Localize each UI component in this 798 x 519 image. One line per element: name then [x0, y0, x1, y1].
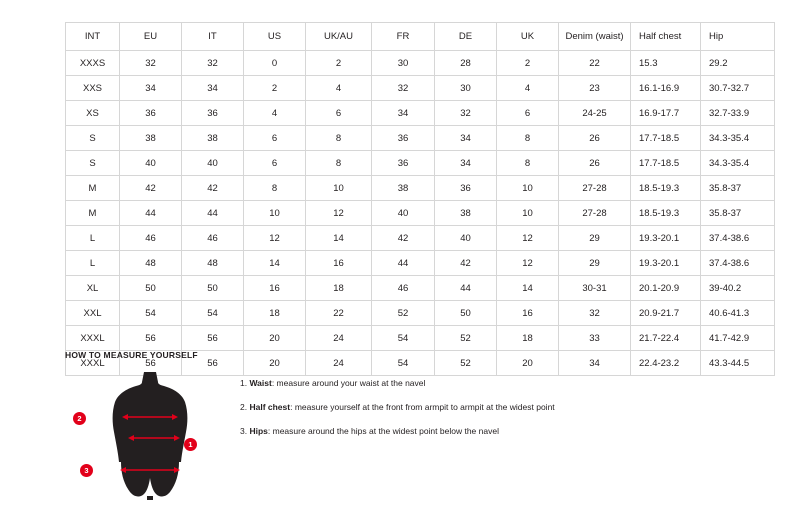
table-cell: 8	[306, 151, 372, 176]
column-header-denim-waist: Denim (waist)	[559, 23, 631, 51]
table-cell: 19.3-20.1	[631, 226, 701, 251]
table-cell: 48	[182, 251, 244, 276]
table-cell: 26	[559, 126, 631, 151]
table-cell: 34	[435, 126, 497, 151]
table-cell: 12	[497, 226, 559, 251]
table-cell: 40	[435, 226, 497, 251]
table-cell: S	[66, 126, 120, 151]
measure-step-1-text: : measure around your waist at the navel	[271, 378, 426, 388]
table-cell: 27-28	[559, 176, 631, 201]
table-header-row	[66, 23, 775, 51]
table-cell: 56	[182, 326, 244, 351]
table-cell: 46	[120, 226, 182, 251]
how-to-measure-section	[65, 350, 745, 500]
table-cell: 16.9-17.7	[631, 101, 701, 126]
table-cell: 44	[182, 201, 244, 226]
table-cell: 36	[372, 126, 435, 151]
table-cell: 12	[244, 226, 306, 251]
table-cell: 20	[244, 326, 306, 351]
table-cell: 34	[182, 76, 244, 101]
table-cell: 4	[244, 101, 306, 126]
table-cell: 8	[497, 151, 559, 176]
table-cell: 10	[244, 201, 306, 226]
measure-step-1-number: 1.	[240, 378, 248, 388]
table-cell: XXXL	[66, 351, 120, 376]
table-cell: 40	[372, 201, 435, 226]
column-header-uk: UK	[497, 23, 559, 51]
table-cell: 32	[559, 301, 631, 326]
table-cell: 40	[182, 151, 244, 176]
table-cell: 8	[306, 126, 372, 151]
table-header	[66, 23, 775, 51]
table-cell: 42	[435, 251, 497, 276]
table-cell: 37.4-38.6	[701, 251, 775, 276]
measure-step-2-number: 2.	[240, 402, 248, 413]
table-cell: 56	[182, 351, 244, 376]
table-cell: 50	[435, 301, 497, 326]
table-cell: 18.5-19.3	[631, 176, 701, 201]
table-cell: 10	[497, 176, 559, 201]
measurement-figure	[77, 370, 220, 500]
table-cell: 16	[306, 251, 372, 276]
table-cell: 19.3-20.1	[631, 251, 701, 276]
table-cell: 40	[120, 151, 182, 176]
measure-step-half-chest	[240, 402, 555, 412]
measure-steps-list	[240, 378, 555, 451]
table-cell: 6	[244, 126, 306, 151]
table-cell: 30-31	[559, 276, 631, 301]
table-cell: 43.3-44.5	[701, 351, 775, 376]
table-cell: 32.7-33.9	[701, 101, 775, 126]
table-cell: 24	[306, 351, 372, 376]
table-cell: 16.1-16.9	[631, 76, 701, 101]
table-cell: 12	[497, 251, 559, 276]
table-cell: 24	[306, 326, 372, 351]
table-row	[66, 76, 775, 101]
table-cell: 32	[182, 51, 244, 76]
table-cell: 35.8-37	[701, 201, 775, 226]
column-header-it: IT	[182, 23, 244, 51]
table-cell: M	[66, 201, 120, 226]
column-header-de: DE	[435, 23, 497, 51]
table-row	[66, 276, 775, 301]
table-cell: 15.3	[631, 51, 701, 76]
table-cell: 20	[244, 351, 306, 376]
table-cell: 22.4-23.2	[631, 351, 701, 376]
table-cell: 30	[372, 51, 435, 76]
table-cell: 23	[559, 76, 631, 101]
table-cell: 42	[372, 226, 435, 251]
table-cell: 6	[497, 101, 559, 126]
table-cell: 30.7-32.7	[701, 76, 775, 101]
table-row	[66, 251, 775, 276]
table-cell: 42	[120, 176, 182, 201]
table-cell: 38	[372, 176, 435, 201]
table-cell: M	[66, 176, 120, 201]
table-cell: 10	[497, 201, 559, 226]
how-to-measure-title: HOW TO MEASURE YOURSELF	[65, 350, 198, 360]
table-cell: 2	[497, 51, 559, 76]
table-row	[66, 151, 775, 176]
table-cell: 52	[435, 326, 497, 351]
measure-step-2-text: : measure yourself at the front from armpit to armpit at the widest point	[290, 402, 555, 413]
table-cell: 32	[435, 101, 497, 126]
table-cell: 37.4-38.6	[701, 226, 775, 251]
table-cell: 18	[244, 301, 306, 326]
table-cell: 38	[435, 201, 497, 226]
table-cell: 14	[244, 251, 306, 276]
table-cell: 4	[497, 76, 559, 101]
table-cell: L	[66, 226, 120, 251]
table-cell: L	[66, 251, 120, 276]
column-header-hip: Hip	[701, 23, 775, 51]
table-cell: 20.9-21.7	[631, 301, 701, 326]
measure-step-3-text: : measure around the hips at the widest point below the navel	[267, 426, 499, 437]
how-to-measure-body	[65, 370, 745, 500]
table-cell: 39-40.2	[701, 276, 775, 301]
table-row	[66, 301, 775, 326]
table-cell: 34.3-35.4	[701, 126, 775, 151]
column-header-eu: EU	[120, 23, 182, 51]
size-chart-table	[65, 22, 775, 376]
table-cell: 26	[559, 151, 631, 176]
table-cell: 36	[435, 176, 497, 201]
figure-bullet-1: 1	[184, 438, 197, 451]
table-cell: 29.2	[701, 51, 775, 76]
table-row	[66, 176, 775, 201]
table-cell: 44	[120, 201, 182, 226]
table-cell: 2	[306, 51, 372, 76]
table-cell: 54	[372, 351, 435, 376]
measure-step-waist	[240, 378, 555, 388]
table-cell: 16	[244, 276, 306, 301]
size-chart-table-wrapper	[65, 22, 750, 376]
table-cell: 28	[435, 51, 497, 76]
table-cell: 52	[435, 351, 497, 376]
table-cell: 42	[182, 176, 244, 201]
table-cell: 18.5-19.3	[631, 201, 701, 226]
table-cell: XS	[66, 101, 120, 126]
column-header-half-chest: Half chest	[631, 23, 701, 51]
table-cell: XL	[66, 276, 120, 301]
column-header-fr: FR	[372, 23, 435, 51]
table-cell: 38	[182, 126, 244, 151]
table-cell: 22	[306, 301, 372, 326]
measure-step-1-term: Waist	[249, 378, 272, 388]
table-cell: 2	[244, 76, 306, 101]
table-cell: 46	[182, 226, 244, 251]
table-cell: 40.6-41.3	[701, 301, 775, 326]
measure-step-hips	[240, 426, 555, 436]
table-cell: 27-28	[559, 201, 631, 226]
table-cell: 16	[497, 301, 559, 326]
figure-bullet-2: 2	[73, 412, 86, 425]
table-cell: 32	[372, 76, 435, 101]
table-cell: 17.7-18.5	[631, 151, 701, 176]
table-cell: XXL	[66, 301, 120, 326]
table-cell: 56	[120, 351, 182, 376]
table-cell: 34	[435, 151, 497, 176]
table-cell: S	[66, 151, 120, 176]
table-cell: 56	[120, 326, 182, 351]
table-cell: 44	[372, 251, 435, 276]
table-cell: 12	[306, 201, 372, 226]
table-row	[66, 226, 775, 251]
measure-step-3-term: Hips	[249, 426, 268, 437]
table-row	[66, 101, 775, 126]
table-cell: 36	[120, 101, 182, 126]
table-cell: 34	[559, 351, 631, 376]
table-cell: 35.8-37	[701, 176, 775, 201]
table-cell: 32	[120, 51, 182, 76]
table-cell: 46	[372, 276, 435, 301]
table-cell: 48	[120, 251, 182, 276]
table-cell: XXS	[66, 76, 120, 101]
table-row	[66, 326, 775, 351]
column-header-uk-au: UK/AU	[306, 23, 372, 51]
table-cell: 0	[244, 51, 306, 76]
table-cell: 30	[435, 76, 497, 101]
table-cell: 34	[120, 76, 182, 101]
table-cell: 34	[372, 101, 435, 126]
table-cell: 50	[120, 276, 182, 301]
table-cell: 52	[372, 301, 435, 326]
table-cell: 24-25	[559, 101, 631, 126]
table-cell: 14	[497, 276, 559, 301]
table-cell: 54	[372, 326, 435, 351]
table-cell: 8	[244, 176, 306, 201]
table-cell: 54	[120, 301, 182, 326]
table-cell: 36	[182, 101, 244, 126]
table-cell: 21.7-22.4	[631, 326, 701, 351]
table-cell: 33	[559, 326, 631, 351]
table-cell: 54	[182, 301, 244, 326]
measure-step-3-number: 3.	[240, 426, 248, 437]
column-header-int: INT	[66, 23, 120, 51]
table-cell: 29	[559, 226, 631, 251]
table-cell: 6	[244, 151, 306, 176]
table-cell: 10	[306, 176, 372, 201]
table-cell: 50	[182, 276, 244, 301]
table-cell: 38	[120, 126, 182, 151]
table-cell: XXXL	[66, 326, 120, 351]
table-cell: 44	[435, 276, 497, 301]
table-cell: XXXS	[66, 51, 120, 76]
table-row	[66, 201, 775, 226]
column-header-us: US	[244, 23, 306, 51]
table-body	[66, 51, 775, 376]
figure-bullet-3: 3	[80, 464, 93, 477]
table-cell: 18	[306, 276, 372, 301]
table-cell: 29	[559, 251, 631, 276]
table-cell: 18	[497, 326, 559, 351]
table-cell: 4	[306, 76, 372, 101]
table-cell: 36	[372, 151, 435, 176]
table-row	[66, 51, 775, 76]
table-cell: 34.3-35.4	[701, 151, 775, 176]
table-cell: 41.7-42.9	[701, 326, 775, 351]
table-cell: 8	[497, 126, 559, 151]
table-row	[66, 126, 775, 151]
table-cell: 6	[306, 101, 372, 126]
table-cell: 20	[497, 351, 559, 376]
table-cell: 14	[306, 226, 372, 251]
mannequin-icon	[100, 370, 220, 500]
measure-step-2-term: Half chest	[249, 402, 291, 413]
table-cell: 22	[559, 51, 631, 76]
table-cell: 17.7-18.5	[631, 126, 701, 151]
table-cell: 20.1-20.9	[631, 276, 701, 301]
